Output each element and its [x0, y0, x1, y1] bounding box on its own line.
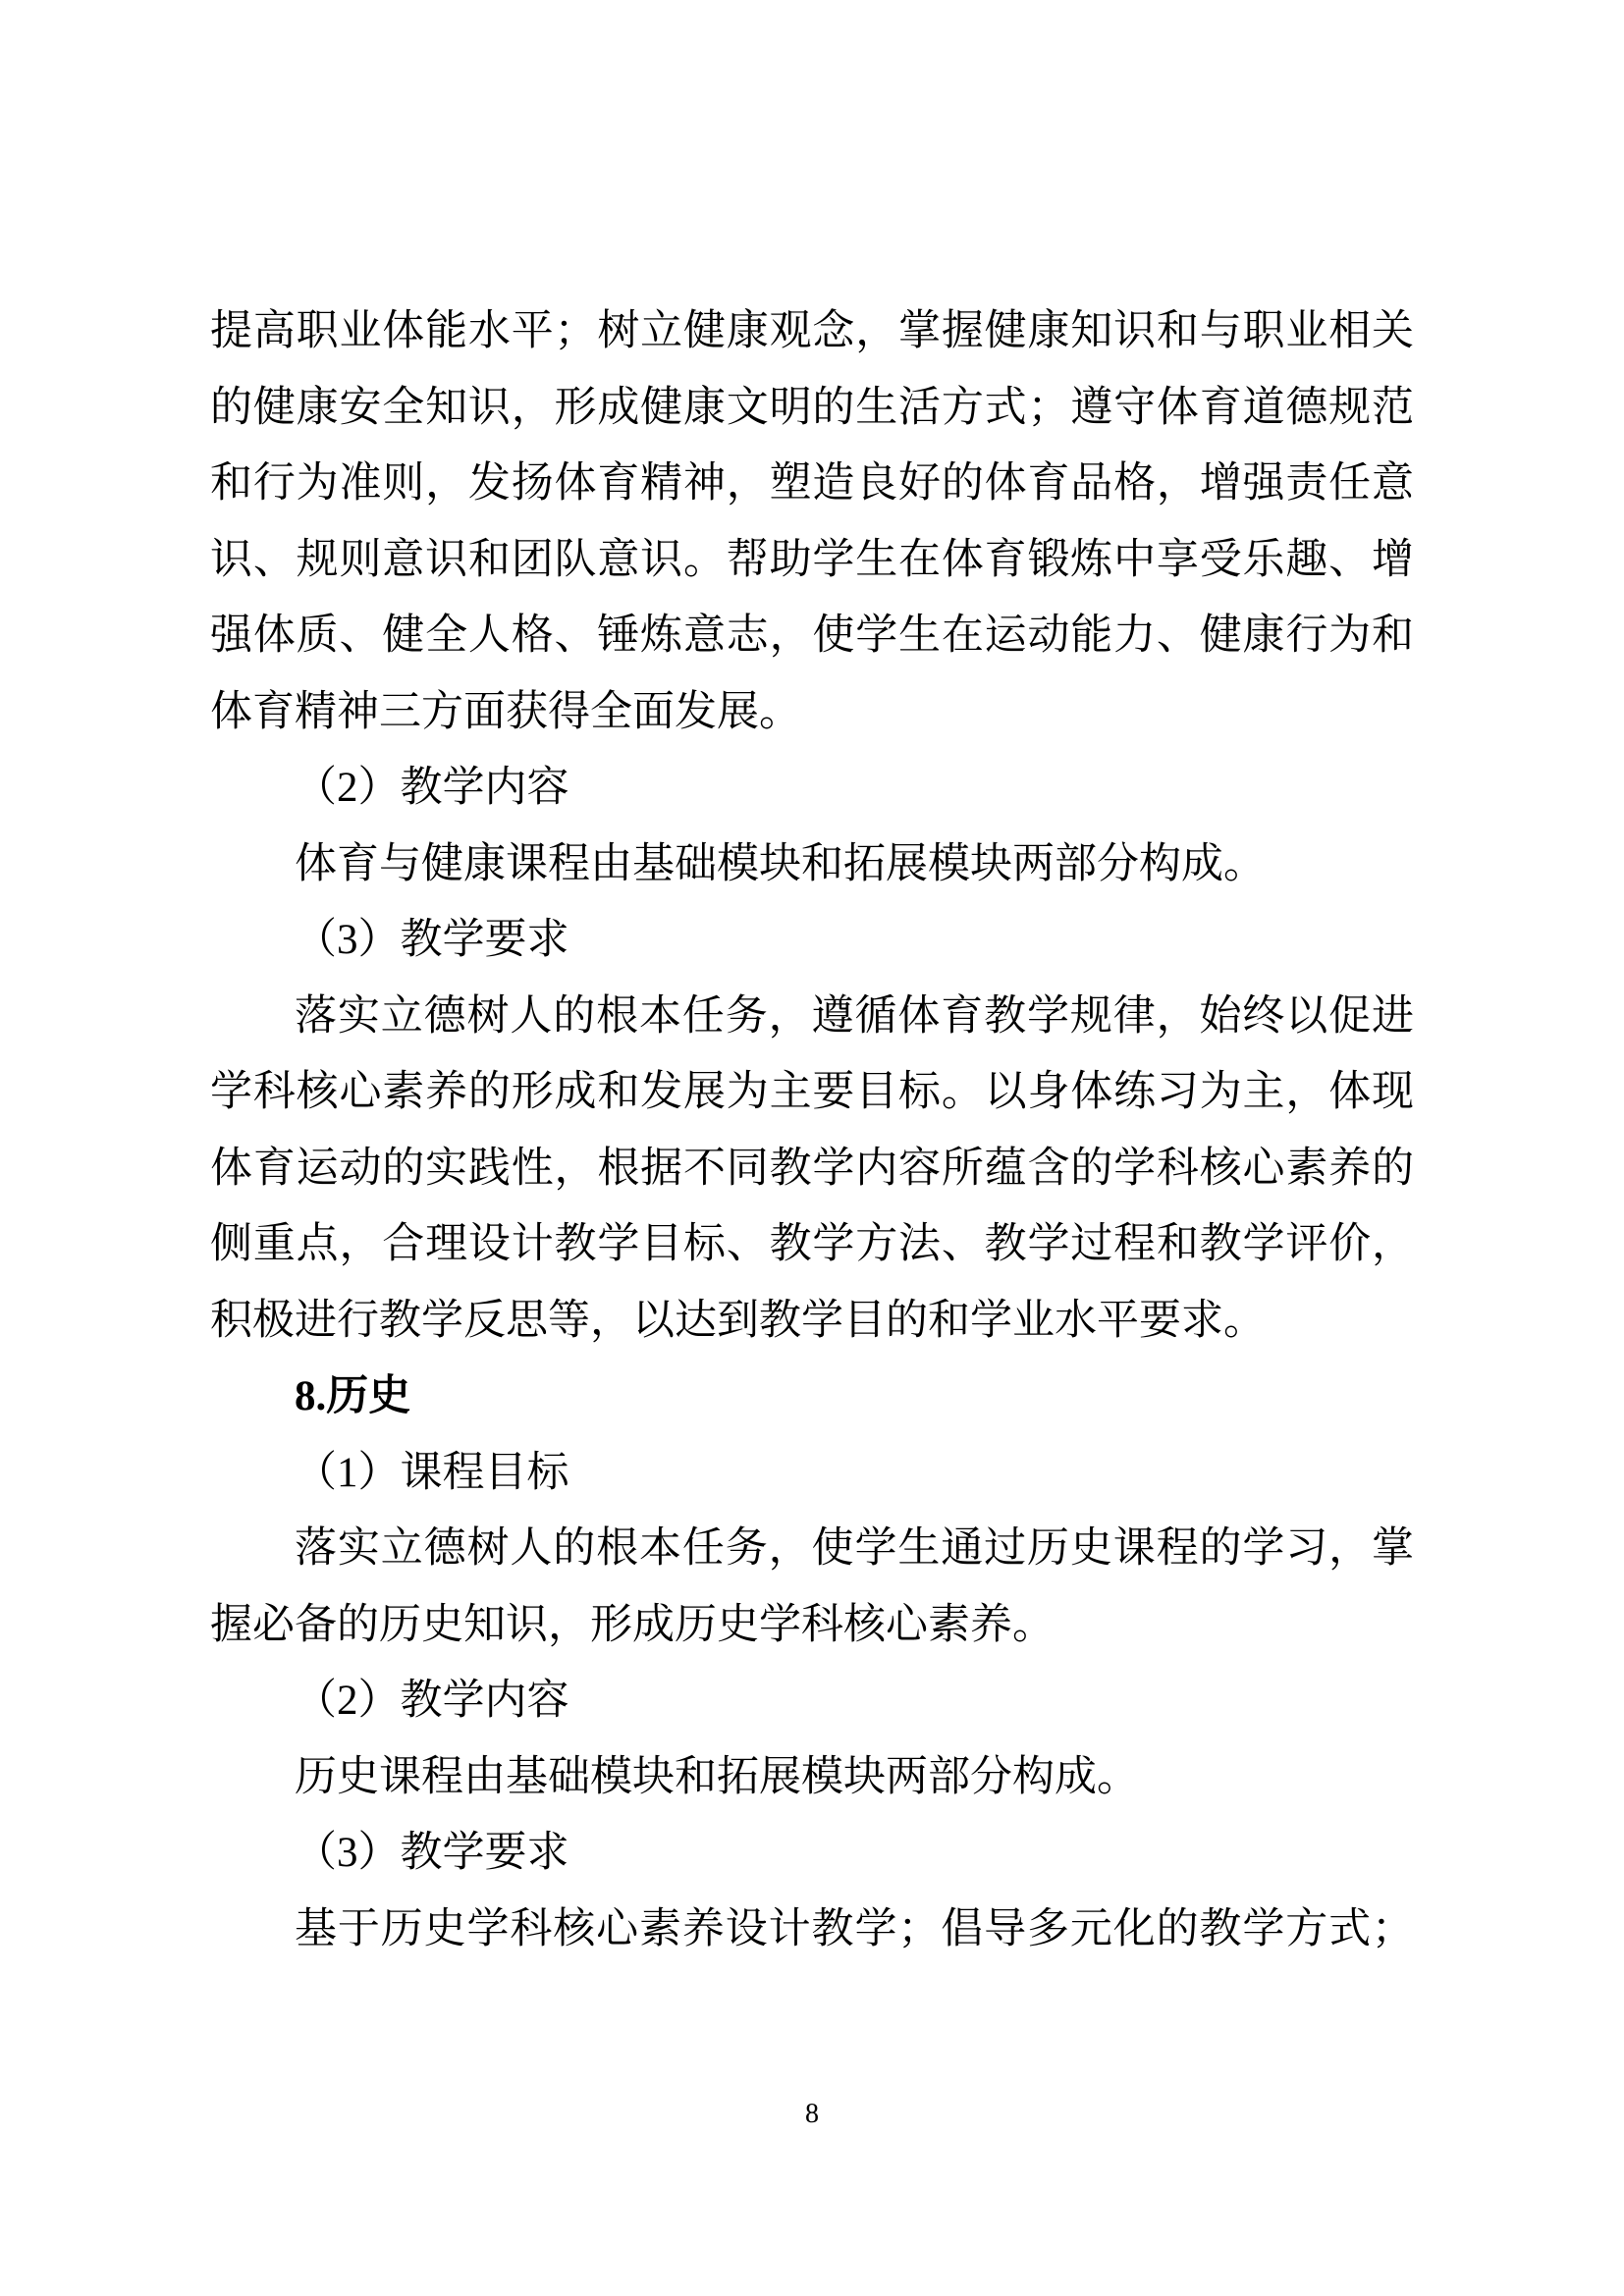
history-teaching-requirements-body [210, 1892, 1414, 1968]
text-line: 强体质、健全人格、锤炼意志，使学生在运动能力、健康行为和 [210, 613, 1414, 659]
text-line: 积极进行教学反思等，以达到教学目的和学业水平要求。 [210, 1297, 1266, 1344]
text-line: 落实立德树人的根本任务，使学生通过历史课程的学习，掌 [295, 1525, 1414, 1572]
history-teaching-content-heading [210, 1663, 1414, 1739]
text-line: 体育运动的实践性，根据不同教学内容所蕴含的学科核心素养的 [210, 1145, 1414, 1192]
pe-teaching-requirements-body [210, 979, 1414, 1360]
text-line: （2）教学内容 [295, 765, 569, 811]
text-line: 体育精神三方面获得全面发展。 [210, 688, 801, 735]
pe-teaching-content-heading [210, 750, 1414, 827]
history-section-heading [210, 1359, 1414, 1435]
text-line: 体育与健康课程由基础模块和拓展模块两部分构成。 [295, 840, 1266, 887]
pe-goals-continuation-paragraph [210, 294, 1414, 750]
text-line: 历史课程由基础模块和拓展模块两部分构成。 [295, 1753, 1139, 1800]
text-line: 提高职业体能水平；树立健康观念，掌握健康知识和与职业相关 [210, 308, 1414, 354]
text-line: 侧重点，合理设计教学目标、教学方法、教学过程和教学评价， [210, 1221, 1414, 1267]
text-line: 的健康安全知识，形成健康文明的生活方式；遵守体育道德规范 [210, 384, 1414, 431]
text-line: 基于历史学科核心素养设计教学；倡导多元化的教学方式； [295, 1905, 1414, 1952]
text-line: （2）教学内容 [295, 1678, 569, 1724]
text-line: （3）教学要求 [295, 1830, 569, 1876]
pe-teaching-requirements-heading [210, 902, 1414, 979]
text-line: （3）教学要求 [295, 917, 569, 963]
section-heading-line: 8.历史 [295, 1373, 411, 1419]
history-course-objectives-body [210, 1511, 1414, 1663]
page-footer [0, 2095, 1624, 2134]
history-teaching-requirements-heading [210, 1815, 1414, 1892]
text-line: 握必备的历史知识，形成历史学科核心素养。 [210, 1601, 1055, 1648]
text-line: 和行为准则，发扬体育精神，塑造良好的体育品格，增强责任意 [210, 460, 1414, 507]
page-number: 8 [805, 2099, 819, 2129]
document-body [210, 294, 1414, 1967]
text-line: 学科核心素养的形成和发展为主要目标。以身体练习为主，体现 [210, 1069, 1414, 1115]
pe-teaching-content-body [210, 827, 1414, 903]
history-teaching-content-body [210, 1739, 1414, 1816]
text-line: （1）课程目标 [295, 1449, 569, 1496]
history-course-objectives-heading [210, 1435, 1414, 1512]
text-line: 落实立德树人的根本任务，遵循体育教学规律，始终以促进 [295, 992, 1414, 1040]
text-line: 识、规则意识和团队意识。帮助学生在体育锻炼中享受乐趣、增 [210, 536, 1414, 583]
